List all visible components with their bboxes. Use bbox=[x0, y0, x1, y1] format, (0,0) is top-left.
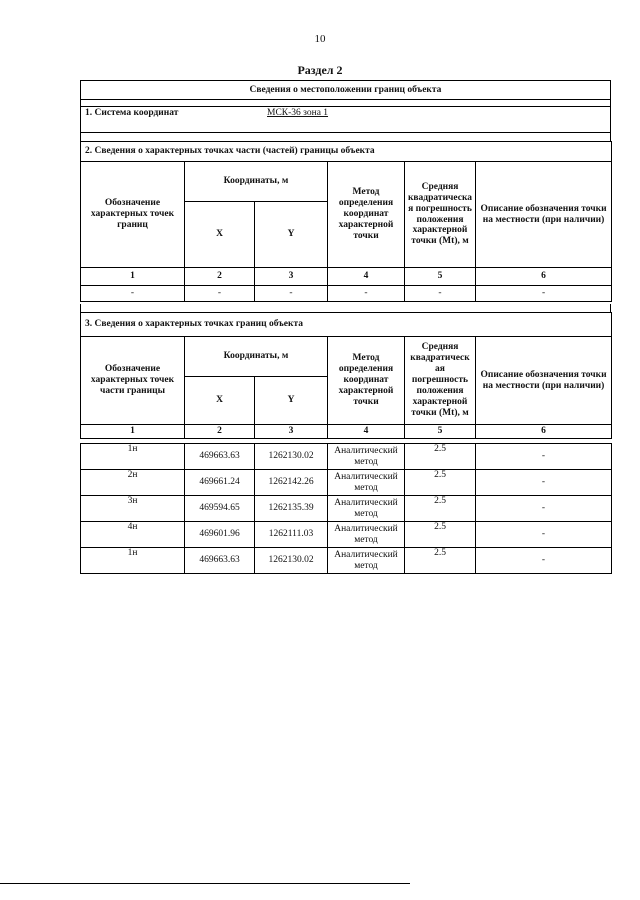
table-cell: 469663.63 bbox=[185, 444, 255, 470]
boundary-col-number: 1 bbox=[81, 425, 185, 439]
part-col-number: 5 bbox=[405, 268, 476, 286]
table-cell: - bbox=[476, 286, 612, 302]
part-col-number: 4 bbox=[328, 268, 405, 286]
part-col-method: Метод определения координат характерной точки bbox=[328, 162, 405, 268]
boundary-col-coords: Координаты, м bbox=[185, 337, 328, 377]
table-cell: - bbox=[405, 286, 476, 302]
table-cell: 4н bbox=[81, 522, 185, 548]
part-col-number: 6 bbox=[476, 268, 612, 286]
section-gap bbox=[80, 304, 611, 312]
table-row bbox=[81, 444, 612, 470]
part-col-number: 1 bbox=[81, 268, 185, 286]
table-cell: - bbox=[476, 444, 612, 470]
table-cell: 1н bbox=[81, 444, 185, 470]
table-cell: 2.5 bbox=[405, 548, 476, 574]
table-cell: Аналитический метод bbox=[328, 444, 405, 470]
table-cell: 469601.96 bbox=[185, 522, 255, 548]
table-cell: Аналитический метод bbox=[328, 496, 405, 522]
table-cell: 2.5 bbox=[405, 522, 476, 548]
section-gap bbox=[80, 133, 611, 141]
table-cell: - bbox=[185, 286, 255, 302]
table-row bbox=[81, 522, 612, 548]
boundary-points-section bbox=[80, 304, 611, 574]
table-row bbox=[81, 286, 612, 302]
header-block bbox=[80, 80, 611, 133]
boundary-col-number: 3 bbox=[255, 425, 328, 439]
boundary-col-x: X bbox=[185, 377, 255, 425]
table-cell: 469661.24 bbox=[185, 470, 255, 496]
boundary-col-method: Метод определения координат характерной точки bbox=[328, 337, 405, 425]
table-cell: 469594.65 bbox=[185, 496, 255, 522]
boundary-points-title: 3. Сведения о характерных точках границ объекта bbox=[81, 313, 612, 337]
part-points-title: 2. Сведения о характерных точках части (частей) границы объекта bbox=[81, 142, 612, 162]
table-cell: 2.5 bbox=[405, 444, 476, 470]
table-cell: 469663.63 bbox=[185, 548, 255, 574]
table-cell: - bbox=[476, 522, 612, 548]
page-number: 10 bbox=[314, 33, 326, 45]
table-cell: 2н bbox=[81, 470, 185, 496]
table-cell: - bbox=[328, 286, 405, 302]
part-col-y: Y bbox=[255, 202, 328, 268]
coord-system-label: 1. Система координат bbox=[85, 108, 179, 118]
table-cell: 1262130.02 bbox=[255, 548, 328, 574]
boundary-col-number: 5 bbox=[405, 425, 476, 439]
part-col-designation: Обозначение характерных точек границ bbox=[81, 162, 185, 268]
table-cell: - bbox=[476, 548, 612, 574]
footer-rule bbox=[0, 883, 410, 884]
table-cell: 2.5 bbox=[405, 470, 476, 496]
part-col-coords: Координаты, м bbox=[185, 162, 328, 202]
boundary-col-number: 6 bbox=[476, 425, 612, 439]
part-col-x: X bbox=[185, 202, 255, 268]
table-cell: 1262135.39 bbox=[255, 496, 328, 522]
table-cell: 1262142.26 bbox=[255, 470, 328, 496]
table-cell: - bbox=[476, 496, 612, 522]
part-points-section bbox=[80, 133, 611, 302]
boundary-col-designation: Обозначение характерных точек части границы bbox=[81, 337, 185, 425]
table-cell: Аналитический метод bbox=[328, 470, 405, 496]
spacer-row bbox=[81, 100, 610, 107]
boundary-col-y: Y bbox=[255, 377, 328, 425]
part-points-table bbox=[80, 141, 612, 302]
block-title: Сведения о местоположении границ объекта bbox=[81, 81, 610, 100]
table-row bbox=[81, 496, 612, 522]
table-cell: 3н bbox=[81, 496, 185, 522]
coord-system-value: МСК-36 зона 1 bbox=[267, 108, 329, 118]
boundary-col-number: 4 bbox=[328, 425, 405, 439]
table-cell: - bbox=[255, 286, 328, 302]
table-cell: 2.5 bbox=[405, 496, 476, 522]
table-cell: 1н bbox=[81, 548, 185, 574]
table-cell: - bbox=[476, 470, 612, 496]
table-cell: - bbox=[81, 286, 185, 302]
table-cell: 1262111.03 bbox=[255, 522, 328, 548]
boundary-col-description: Описание обозначения точки на местности (при наличии) bbox=[476, 337, 612, 425]
boundary-col-number: 2 bbox=[185, 425, 255, 439]
table-cell: 1262130.02 bbox=[255, 444, 328, 470]
table-row bbox=[81, 548, 612, 574]
boundary-points-table bbox=[80, 312, 612, 439]
part-col-number: 3 bbox=[255, 268, 328, 286]
part-col-number: 2 bbox=[185, 268, 255, 286]
part-col-description: Описание обозначения точки на местности (при наличии) bbox=[476, 162, 612, 268]
part-col-error: Средняя квадратическа я погрешность положения характерной точки (Mt), м bbox=[405, 162, 476, 268]
coord-system-row bbox=[81, 107, 610, 134]
table-cell: Аналитический метод bbox=[328, 548, 405, 574]
boundary-col-error: Средняя квадратическ ая погрешность положения характерной точки (Mt), м bbox=[405, 337, 476, 425]
table-cell: Аналитический метод bbox=[328, 522, 405, 548]
table-row bbox=[81, 470, 612, 496]
boundary-points-data bbox=[80, 443, 612, 574]
section-title: Раздел 2 bbox=[297, 63, 343, 77]
